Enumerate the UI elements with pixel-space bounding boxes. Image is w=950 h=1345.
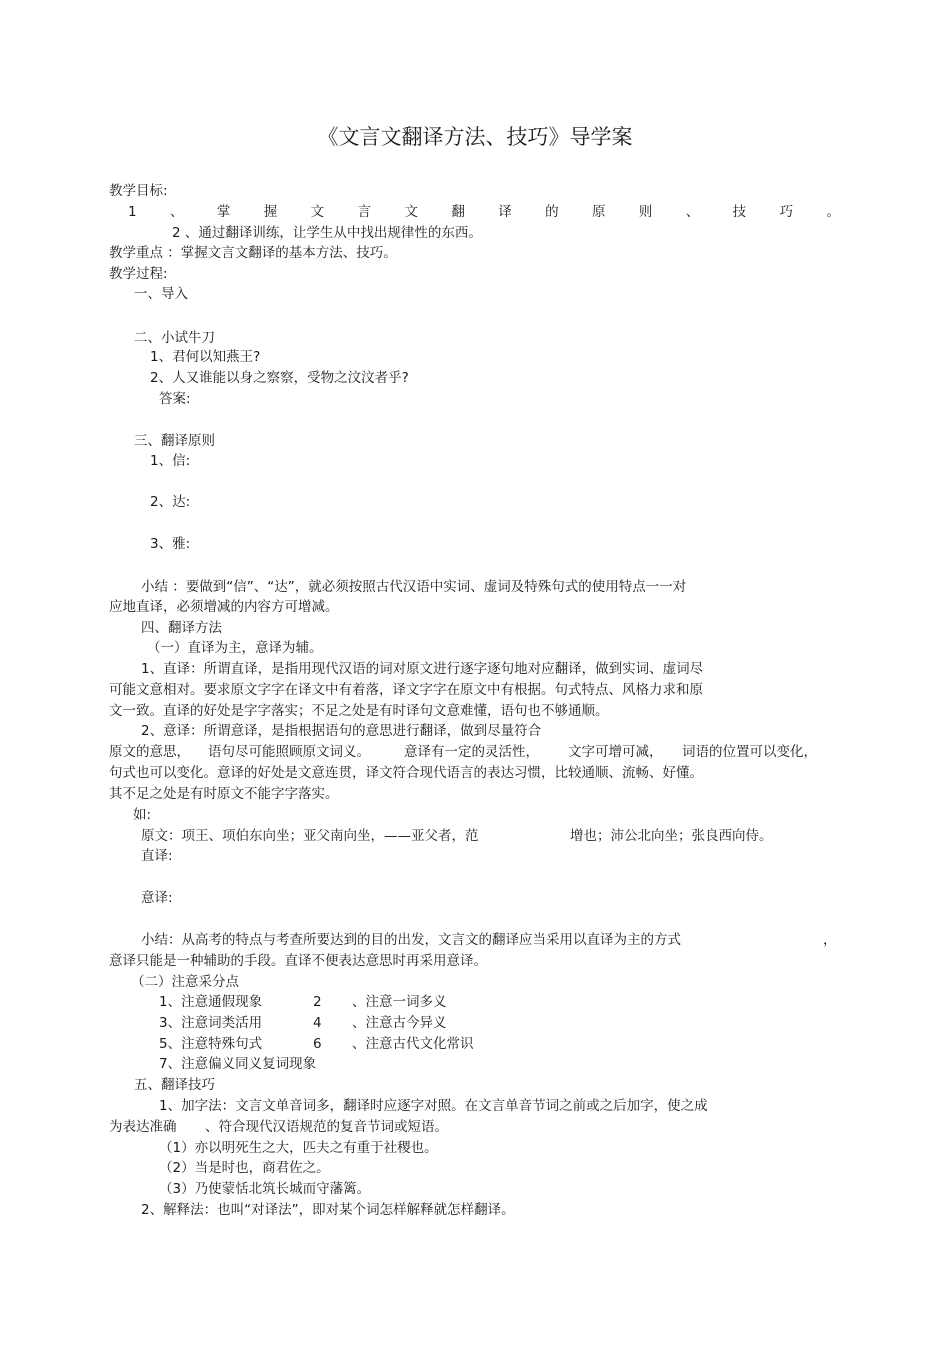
free-translation-part: 原文的意思， xyxy=(109,744,190,760)
section-4-sub-1: （一）直译为主，意译为辅。 xyxy=(147,640,323,656)
free-translation-part: 语句尽可能照顾原文词义。 xyxy=(208,744,370,760)
example-literal-label: 直译: xyxy=(141,848,173,864)
scoring-points-row xyxy=(159,1036,474,1052)
goal-1-char: 言 xyxy=(357,204,372,220)
goal-1-char: 掌 xyxy=(216,204,231,220)
goal-1-char: 原 xyxy=(592,204,606,220)
goal-1-line xyxy=(128,204,840,220)
goal-1-char: 1 xyxy=(128,204,137,220)
literal-translation-line-1: 1、直译：所谓直译，是指用现代汉语的词对原文进行逐字逐句地对应翻译，做到实词、虚词尽 xyxy=(141,661,704,677)
free-translation-line-1: 2、意译：所谓意译，是指根据语句的意思进行翻译，做到尽量符合 xyxy=(141,723,542,739)
teaching-process-label: 教学过程: xyxy=(109,266,168,282)
summary-1-line-2: 应地直译，必须增减的内容方可增减。 xyxy=(109,599,339,615)
add-word-example-1: （1）亦以明死生之大，匹夫之有重于社稷也。 xyxy=(159,1140,438,1156)
add-word-example-3: （3）乃使蒙恬北筑长城而守藩篱。 xyxy=(159,1181,371,1197)
goal-1-char: 译 xyxy=(498,204,512,220)
goal-1-char: 握 xyxy=(263,204,278,220)
add-word-example-2: （2）当是时也，商君佐之。 xyxy=(159,1160,330,1176)
document-title: 《文言文翻译方法、技巧》导学案 xyxy=(317,125,633,149)
section-3-heading: 三、翻译原则 xyxy=(134,433,215,449)
goal-1-char: 、 xyxy=(169,204,184,220)
example-original-part-1: 原文：项王、项伯东向坐；亚父南向坐，——亚父者，范 xyxy=(141,828,479,844)
goal-1-char: 翻 xyxy=(451,204,465,220)
literal-translation-line-3: 文一致。直译的好处是字字落实；不足之处是有时译句文意难懂，语句也不够通顺。 xyxy=(109,703,609,719)
teaching-goals-label: 教学目标: xyxy=(109,183,168,199)
scoring-point-7: 7、注意偏义同义复词现象 xyxy=(159,1056,317,1072)
example-free-label: 意译: xyxy=(141,890,173,906)
section-5-heading: 五、翻译技巧 xyxy=(134,1077,215,1093)
scoring-point: 、注意一词多义 xyxy=(352,994,447,1010)
add-word-method-line-1: 1、加字法：文言文单音词多，翻译时应逐字对照。在文言单音节词之前或之后加字，使之成 xyxy=(159,1098,708,1114)
principle-elegance: 3、雅: xyxy=(150,536,191,552)
scoring-points-row xyxy=(159,994,447,1010)
goal-1-char: 则 xyxy=(638,204,653,220)
section-4-heading: 四、翻译方法 xyxy=(141,620,222,636)
explain-method-line-1: 2、解释法：也叫“对译法”，即对某个词怎样解释就怎样翻译。 xyxy=(141,1202,515,1218)
example-label: 如: xyxy=(133,807,152,823)
free-translation-part: 词语的位置可以变化， xyxy=(682,744,817,760)
section-4-sub-2: （二）注意采分点 xyxy=(131,974,239,990)
scoring-point: 、注意古代文化常识 xyxy=(352,1036,474,1052)
summary-2-line-1: 小结：从高考的特点与考查所要达到的目的出发，文言文的翻译应当采用以直译为主的方式 xyxy=(141,932,681,948)
section-2-heading: 二、小试牛刀 xyxy=(134,330,215,346)
free-translation-line-2 xyxy=(109,744,817,760)
section-1-heading: 一、导入 xyxy=(134,286,188,302)
summary-2-line-2: 意译只能是一种辅助的手段。直译不便表达意思时再采用意译。 xyxy=(109,953,487,969)
goal-1-char: 。 xyxy=(826,204,840,220)
free-translation-part: 文字可增可减， xyxy=(568,744,663,760)
principle-expressiveness: 2、达: xyxy=(150,494,191,510)
scoring-points-row xyxy=(159,1015,447,1031)
section-2-answer-label: 答案: xyxy=(159,391,191,407)
goal-1-char: 文 xyxy=(310,204,325,220)
scoring-point: 、注意古今异义 xyxy=(352,1015,447,1031)
scoring-point: 1、注意通假现象 xyxy=(159,994,263,1010)
section-2-question-2: 2、人又谁能以身之察察，受物之汶汶者乎? xyxy=(150,370,409,386)
summary-1-line-1: 小结 ：要做到“信”、“达”，就必须按照古代汉语中实词、虚词及特殊句式的使用特点一一对 xyxy=(141,579,687,595)
teaching-focus: 教学重点 ：掌握文言文翻译的基本方法、技巧。 xyxy=(109,245,397,261)
section-2-question-1: 1、君何以知燕王? xyxy=(150,349,261,365)
goal-1-char: 巧 xyxy=(779,204,794,220)
scoring-point-number: 6 xyxy=(313,1036,322,1052)
summary-2-comma: ， xyxy=(823,932,837,948)
goal-1-char: 、 xyxy=(685,204,700,220)
free-translation-line-4: 其不足之处是有时原文不能字字落实。 xyxy=(109,786,339,802)
literal-translation-line-2: 可能文意相对。要求原文字字在译文中有着落，译文字字在原文中有根据。句式特点、风格力求和原 xyxy=(109,682,703,698)
scoring-point-number: 2 xyxy=(313,994,322,1010)
goal-1-char: 技 xyxy=(732,204,747,220)
example-original-part-2: 增也；沛公北向坐；张良西向侍。 xyxy=(570,828,773,844)
goal-2: 2 、通过翻译训练，让学生从中找出规律性的东西。 xyxy=(172,225,482,241)
scoring-point: 5、注意特殊句式 xyxy=(159,1036,263,1052)
principle-faithfulness: 1、信: xyxy=(150,453,191,469)
add-word-method-line-2b: 、符合现代汉语规范的复音节词或短语。 xyxy=(205,1119,448,1135)
goal-1-char: 文 xyxy=(404,204,418,220)
free-translation-line-3: 句式也可以变化。意译的好处是文意连贯，译文符合现代语言的表达习惯，比较通顺、流畅、好懂。 xyxy=(109,765,703,781)
scoring-point-number: 4 xyxy=(313,1015,322,1031)
add-word-method-line-2a: 为表达准确 xyxy=(109,1119,177,1135)
goal-1-char: 的 xyxy=(545,204,559,220)
scoring-point: 3、注意词类活用 xyxy=(159,1015,263,1031)
free-translation-part: 意译有一定的灵活性， xyxy=(404,744,539,760)
